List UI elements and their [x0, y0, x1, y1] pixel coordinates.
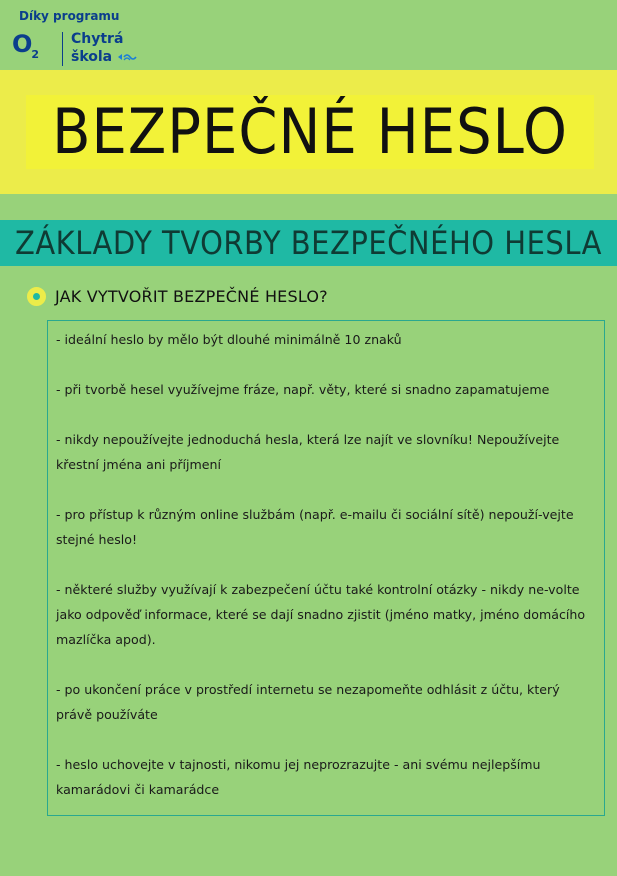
page-subtitle: ZÁKLADY TVORBY BEZPEČNÉHO HESLA	[14, 224, 603, 262]
tip-item: - pro přístup k různým online službám (např. e-mailu či sociální sítě) nepouží-vejte stejné heslo!	[56, 507, 574, 547]
logo-divider	[62, 32, 63, 66]
title-banner	[0, 70, 617, 194]
tip-item: - po ukončení práce v prostředí internetu se nezapomeňte odhlásit z účtu, který právě používáte	[56, 682, 560, 722]
o2-logo	[12, 30, 39, 61]
section-heading	[27, 287, 328, 306]
o2-brand-sub: 2	[31, 48, 39, 61]
tip-item: - některé služby využívají k zabezpečení účtu také kontrolní otázky - nikdy ne-volte jako odpověď informace, které se dají snadno zjistit (jméno matky, jméno domácího mazlíčka apod).	[56, 582, 586, 647]
tip-item: - při tvorbě hesel využívejme fráze, např. věty, které si snadno zapamatujeme	[56, 382, 550, 397]
section-title: JAK VYTVOŘIT BEZPEČNÉ HESLO?	[55, 287, 328, 306]
school-line-1: Chytrá	[71, 31, 124, 47]
tip-item: - ideální heslo by mělo být dlouhé minimálně 10 znaků	[56, 332, 402, 347]
o2-brand-letter: O	[12, 30, 32, 58]
wave-icon	[117, 52, 139, 62]
subtitle-band	[0, 220, 617, 266]
smart-school-logo	[71, 30, 139, 66]
tip-item: - heslo uchovejte v tajnosti, nikomu jej neprozrazujte - ani svému nejlepšímu kamarádovi či kamarádce	[56, 757, 541, 797]
logo-thanks-text: Díky programu	[19, 9, 120, 23]
bullet-circle-icon	[27, 287, 46, 306]
school-line-2: škola	[71, 49, 113, 65]
page-title: BEZPEČNÉ HESLO	[52, 95, 568, 169]
tips-box	[47, 320, 605, 816]
tip-item: - nikdy nepoužívejte jednoduchá hesla, která lze najít ve slovníku! Nepoužívejte křestní jména ani příjmení	[56, 432, 560, 472]
sponsor-logo	[12, 8, 172, 68]
title-banner-inner	[26, 95, 594, 169]
